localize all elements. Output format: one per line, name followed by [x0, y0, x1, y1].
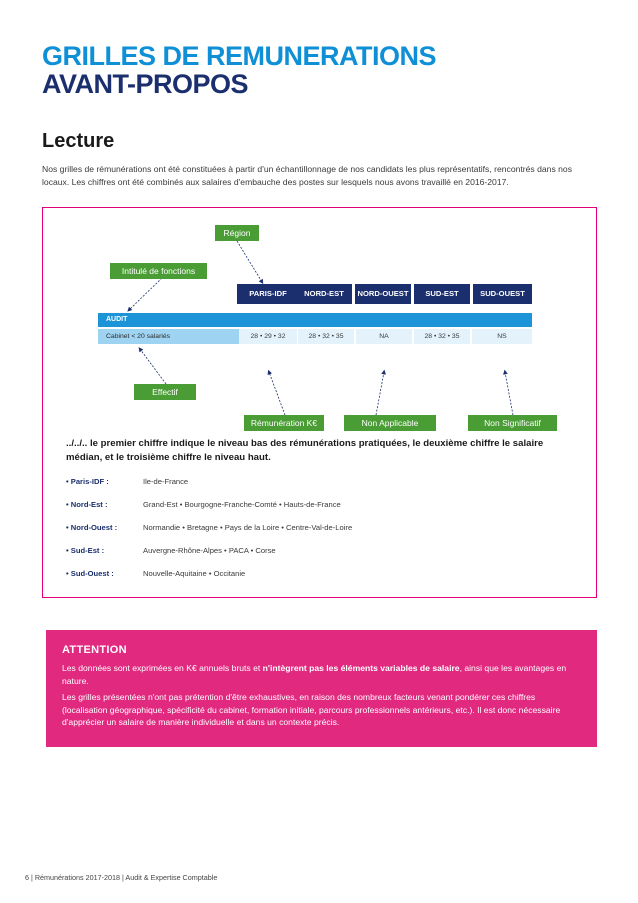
attention-text: , ainsi que les avantages en nature.	[62, 663, 567, 686]
cell-sud-ouest: NS	[472, 329, 532, 344]
cell-sud-est: 28 • 32 • 35	[414, 329, 470, 344]
attention-paragraph-2: Les grilles présentées n'ont pas prétention d'être exhaustives, en raison des nombreux facteurs venant pondérer ces chiffres (localisation géographique, spécificité du cabinet, formation initiale, parcours professionnels antérieurs, etc.). Il est donc nécessaire d'apprécier un salaire de manière individuelle et dans un contexte précis.	[62, 692, 561, 727]
cell-paris-idf: 28 • 29 • 32	[239, 329, 297, 344]
attention-paragraph-1	[62, 662, 581, 687]
attention-text: Les données sont exprimées en K€ annuels bruts et	[62, 663, 263, 673]
section-title: Lecture	[42, 130, 115, 152]
intitule-arrow	[129, 278, 162, 310]
effectif-tag: Effectif	[134, 384, 196, 400]
region-name: • Paris-IDF :	[66, 477, 109, 486]
region-description: Auvergne-Rhône-Alpes • PACA • Corse	[143, 546, 276, 555]
cell-nord-est: 28 • 32 • 35	[298, 329, 354, 344]
column-header-sud-ouest: SUD-OUEST	[473, 284, 532, 304]
column-header-nord-est: NORD-EST	[296, 284, 352, 304]
reading-note: ../../.. le premier chiffre indique le niveau bas des rémunérations pratiquées, le deuxième chiffre le salaire médian, et le troisième chiffre le niveau haut.	[66, 438, 544, 463]
column-header-sud-est: SUD-EST	[414, 284, 470, 304]
row-label-effectif: Cabinet < 20 salariés	[98, 329, 239, 344]
region-arrow	[237, 241, 262, 282]
region-name: • Nord-Ouest :	[66, 523, 118, 532]
column-header-nord-ouest: NORD-OUEST	[355, 284, 411, 304]
page-footer: 6 | Rémunérations 2017-2018 | Audit & Expertise Comptable	[25, 873, 218, 882]
non-applicable-tag: Non Applicable	[344, 415, 436, 431]
non-significatif-tag: Non Significatif	[468, 415, 557, 431]
attention-bold-text: n'intègrent pas les éléments variables de salaire	[262, 663, 460, 673]
region-description: Ile-de-France	[143, 477, 189, 486]
column-header-paris-idf: PARIS-IDF	[237, 284, 299, 304]
page-title-line-1: GRILLES DE REMUNERATIONS	[42, 41, 437, 71]
attention-title: ATTENTION	[62, 644, 127, 656]
intro-paragraph: Nos grilles de rémunérations ont été constituées à partir d'un échantillonnage de nos candidats les plus représentatifs, rencontrés dans nos locaux. Les chiffres ont été combinés aux salaires d'embauche des postes sur lesquels nous avons travaillé en 2016-2017.	[42, 164, 572, 187]
region-name: • Sud-Est :	[66, 546, 105, 555]
region-description: Normandie • Bretagne • Pays de la Loire • Centre-Val-de-Loire	[143, 523, 353, 532]
region-name: • Nord-Est :	[66, 500, 108, 509]
region-name: • Sud-Ouest :	[66, 569, 114, 578]
remuneration-tag: Rémunération K€	[244, 415, 324, 431]
page-title-line-2: AVANT-PROPOS	[42, 69, 249, 99]
effectif-arrow	[140, 349, 166, 384]
region-description: Grand-Est • Bourgogne-Franche-Comté • Hauts-de-France	[143, 500, 341, 509]
cell-nord-ouest: NA	[356, 329, 412, 344]
attention-box	[46, 630, 597, 747]
non-applicable-arrow	[376, 372, 384, 415]
section-row-audit: AUDIT	[98, 313, 532, 327]
non-significatif-arrow	[505, 372, 513, 415]
remuneration-arrow	[269, 372, 285, 415]
intitule-tag: Intitulé de fonctions	[110, 263, 207, 279]
region-description: Nouvelle-Aquitaine • Occitanie	[143, 569, 246, 578]
region-tag: Région	[215, 225, 259, 241]
